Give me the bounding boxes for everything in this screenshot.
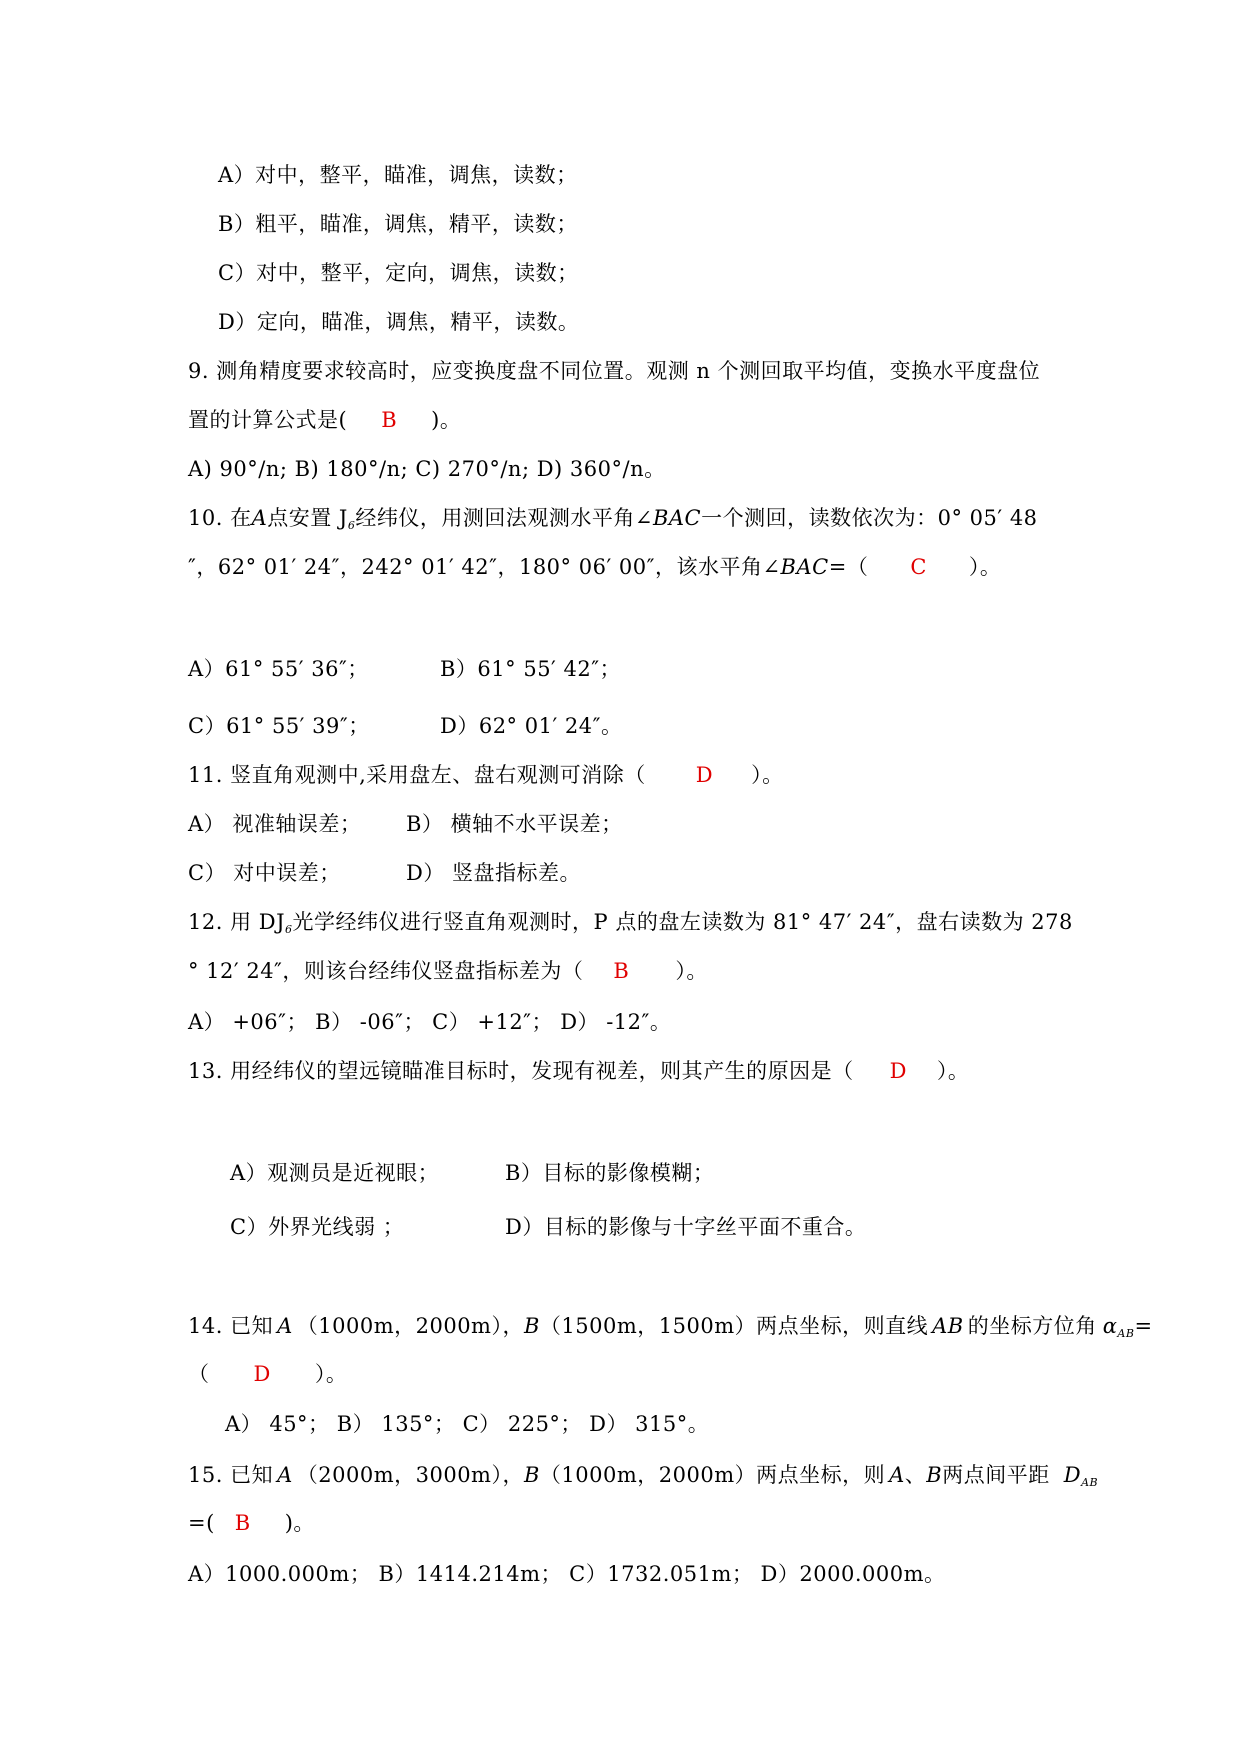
q14-point-a: A	[277, 1314, 293, 1338]
q10-option-a: A）61° 55′ 36″；	[188, 657, 369, 681]
q15-options: A）1000.000m； B）1414.214m； C）1732.051m； D）2000.000m。	[188, 1562, 946, 1586]
q14-point-b: B	[523, 1314, 540, 1338]
q11-question	[188, 762, 784, 788]
q15-point-a-2: A	[889, 1463, 905, 1487]
q8-option-b: B）粗平，瞄准，调焦，精平，读数；	[218, 212, 578, 236]
q11-close: ）。	[751, 763, 784, 787]
q14-answer: D	[253, 1362, 271, 1386]
q14-text3: 的坐标方位角	[967, 1314, 1097, 1338]
q9-question-line2	[188, 407, 461, 433]
q15-point-a: A	[277, 1463, 293, 1487]
q10-angle-bac: BAC	[652, 506, 702, 530]
q15-coord-a: （2000m，3000m），	[296, 1463, 524, 1487]
q15-answer: B	[234, 1511, 251, 1535]
q10-text1: 点安置 J	[267, 506, 348, 530]
q11-option-b: B） 横轴不水平误差；	[406, 812, 623, 836]
q12-stem-end: ° 12′ 24″，则该台经纬仪竖盘指标差为（	[188, 959, 584, 983]
q9-answer: B	[381, 408, 398, 432]
q10-subscript-6: 6	[347, 519, 356, 532]
q15-distance-d: D	[1063, 1463, 1082, 1487]
q13-close: ）。	[936, 1059, 970, 1083]
q14-alpha: α	[1102, 1314, 1118, 1338]
q15-distance-subscript: AB	[1081, 1476, 1099, 1489]
q12-answer: B	[613, 959, 630, 983]
q14-close: ）。	[314, 1362, 348, 1386]
q15-coord-b: （1000m，2000m）两点坐标，则	[539, 1463, 886, 1487]
q14-alpha-subscript: AB	[1117, 1327, 1135, 1340]
q9-question-line1: 9. 测角精度要求较高时，应变换度盘不同位置。观测 n 个测回取平均值，变换水平度盘位	[188, 359, 1041, 383]
q11-stem: 11. 竖直角观测中,采用盘左、盘右观测可消除（	[188, 763, 646, 787]
q11-answer: D	[695, 763, 714, 787]
q14-options: A） 45°； B） 135°； C） 225°； D） 315°。	[225, 1412, 710, 1436]
q15-separator: 、	[904, 1463, 927, 1487]
q8-option-c: C）对中，整平，定向，调焦，读数；	[218, 261, 579, 285]
q13-option-c: C）外界光线弱 ；	[230, 1215, 405, 1239]
q10-readings: ″，62° 01′ 24″，242° 01′ 42″，180° 06′ 00″，该水平角∠	[188, 555, 781, 579]
q13-option-b: B）目标的影像模糊；	[505, 1161, 715, 1185]
q15-question-line1	[188, 1462, 1098, 1496]
q10-close: ）。	[968, 555, 1002, 579]
q15-text4: 两点间平距	[942, 1463, 1050, 1487]
q13-option-a: A）观测员是近视眼；	[230, 1161, 440, 1185]
q10-number: 10. 在	[188, 506, 252, 530]
q12-question-line1	[188, 909, 1073, 943]
q10-question-line2	[188, 554, 1001, 580]
q10-option-b: B）61° 55′ 42″；	[440, 657, 622, 681]
q9-stem-end: 置的计算公式是(	[188, 408, 348, 432]
q13-stem: 13. 用经纬仪的望远镜瞄准目标时，发现有视差，则其产生的原因是（	[188, 1059, 854, 1083]
q10-equals: =（	[828, 555, 869, 579]
q10-text3: 一个测回，读数依次为：0° 05′ 48	[701, 506, 1038, 530]
q12-close: ）。	[675, 959, 708, 983]
q15-point-b: B	[523, 1463, 540, 1487]
q14-coord-a: （1000m，2000m），	[296, 1314, 524, 1338]
q14-equals: =	[1134, 1314, 1153, 1338]
q13-answer: D	[889, 1059, 907, 1083]
q11-option-c: C） 对中误差；	[188, 861, 341, 885]
q8-option-d: D）定向，瞄准，调焦，精平，读数。	[218, 310, 580, 334]
q13-question	[188, 1058, 969, 1084]
q11-option-a: A） 视准轴误差；	[188, 812, 362, 836]
q10-angle-bac-2: BAC	[780, 555, 829, 579]
q9-options: A) 90°/n; B) 180°/n; C) 270°/n; D) 360°/n。	[188, 457, 666, 481]
q15-point-b-2: B	[926, 1463, 943, 1487]
q13-option-d: D）目标的影像与十字丝平面不重合。	[505, 1215, 867, 1239]
q12-question-line2	[188, 958, 708, 984]
q12-text: 光学经纬仪进行竖直角观测时，P 点的盘左读数为 81° 47′ 24″，盘右读数为 278	[292, 910, 1073, 934]
q12-subscript-6: 6	[285, 923, 293, 936]
q15-close: )。	[284, 1511, 315, 1535]
q8-option-a: A）对中，整平，瞄准，调焦，读数；	[218, 163, 578, 187]
q14-question-line2	[188, 1361, 347, 1387]
q10-text2: 经纬仪，用测回法观测水平角∠	[355, 506, 653, 530]
q14-coord-b: （1500m，1500m）两点坐标，则直线	[539, 1314, 929, 1338]
q10-question-line1	[188, 505, 1038, 539]
q15-open: =(	[188, 1511, 215, 1535]
q14-line-ab: AB	[932, 1314, 964, 1338]
q15-number: 15. 已知	[188, 1463, 274, 1487]
q14-open: （	[188, 1362, 210, 1386]
q14-question-line1	[188, 1313, 1153, 1347]
q15-question-line2	[188, 1510, 315, 1536]
q14-number: 14. 已知	[188, 1314, 274, 1338]
q10-point-a: A	[251, 506, 268, 530]
q12-options: A） +06″； B） -06″； C） +12″； D） -12″。	[188, 1010, 672, 1034]
q10-answer: C	[910, 555, 927, 579]
q11-option-d: D） 竖盘指标差。	[406, 861, 582, 885]
q10-option-c: C）61° 55′ 39″；	[188, 714, 370, 738]
q12-number: 12. 用 DJ	[188, 910, 286, 934]
q10-option-d: D）62° 01′ 24″。	[440, 714, 623, 738]
q9-close: )。	[431, 408, 462, 432]
